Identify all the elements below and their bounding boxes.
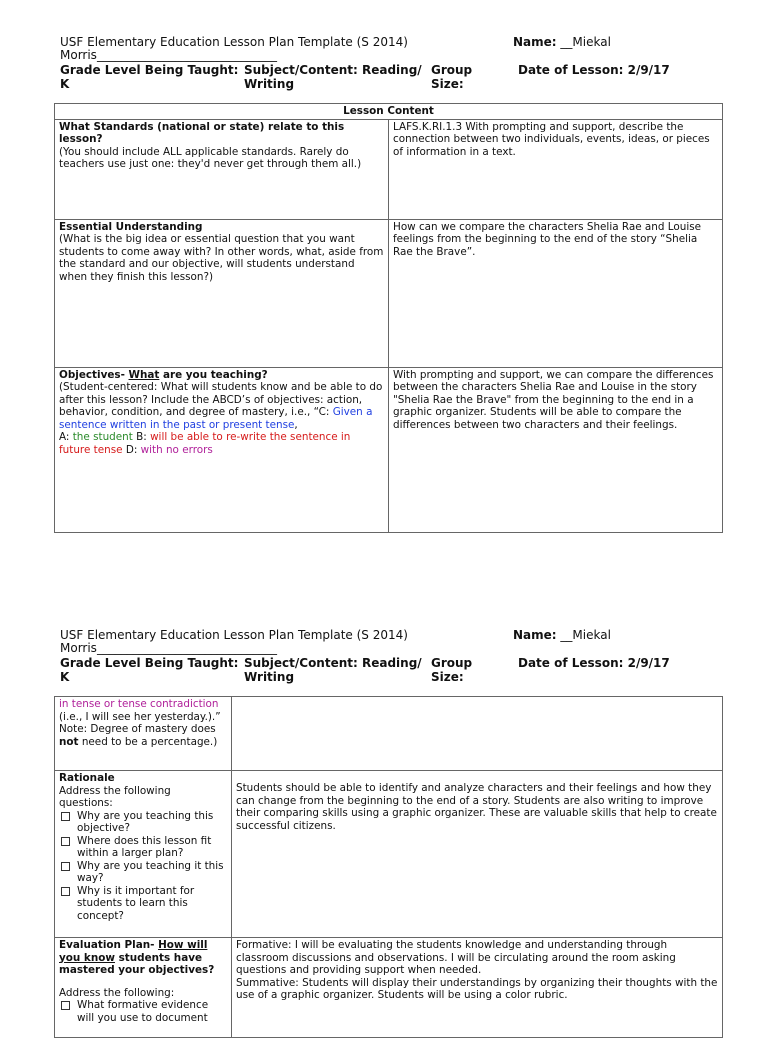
subject-label: Subject/Content: Reading/ — [244, 63, 422, 77]
mastery-note-a: Note: Degree of mastery does — [59, 723, 216, 735]
checklist-item-label: What formative evidence will you use to document — [77, 999, 209, 1024]
subject-value: Writing — [244, 669, 295, 684]
mastery-note-not: not — [59, 735, 79, 748]
rationale-content — [232, 771, 723, 938]
group-label: Group — [431, 656, 473, 670]
group-label: Group — [431, 63, 473, 77]
group-label-2: Size: — [431, 76, 464, 91]
group-label-2: Size: — [431, 669, 464, 684]
standards-note: (You should include ALL applicable standards. Rarely do teachers use just one: they'd never get through them all.) — [59, 145, 362, 170]
objective-condition: Given a sentence written in the past or present tense — [59, 406, 373, 431]
objectives-content: With prompting and support, we can compare the differences between the characters Shelia Rae and Louise in the story "Shelia Rae the Brave" from the beginning to the end in a graphic organizer. Students will be able to compare the differences between two characters and their feelings. — [389, 367, 723, 532]
name-value: __Miekal — [556, 628, 611, 642]
formative-text: Formative: I will be evaluating the students knowledge and understanding through classroom discussions and observations. I will be circulating around the room asking questions and providing support when needed. — [236, 939, 676, 976]
rationale-intro: Address the following questions: — [59, 784, 171, 809]
objective-example: (i.e., I will see her yesterday.).” — [59, 710, 221, 723]
evaluation-checklist — [59, 999, 227, 1024]
lesson-content-heading: Lesson Content — [55, 104, 723, 120]
grade-label: Grade Level Being Taught: — [60, 63, 239, 77]
grade-level — [60, 64, 238, 91]
evaluation-heading-a: Evaluation Plan- — [59, 939, 159, 951]
checklist-item — [59, 835, 227, 860]
objectives-heading — [59, 369, 268, 381]
objectives-heading-a: Objectives- — [59, 368, 129, 381]
checkbox-icon — [61, 837, 70, 846]
objective-d-label: D: — [122, 443, 141, 456]
standards-label-cell — [55, 119, 389, 219]
mastery-note-b: need to be a percentage.) — [78, 735, 218, 748]
objectives-continued-row — [55, 697, 723, 771]
checklist-item — [59, 810, 227, 835]
checkbox-icon — [61, 862, 70, 871]
checkbox-icon — [61, 887, 70, 896]
name-label: Name: — [513, 628, 557, 642]
rationale-heading: Rationale — [59, 772, 115, 784]
objective-degree: with no errors — [140, 443, 213, 456]
essential-heading: Essential Understanding — [59, 220, 203, 233]
standards-heading: What Standards (national or state) relate to this lesson? — [59, 120, 345, 145]
rationale-row — [55, 771, 723, 938]
objectives-heading-b: are you teaching? — [159, 368, 268, 381]
checklist-item — [59, 860, 227, 885]
rationale-checklist — [59, 810, 227, 923]
objective-a-label: A: — [59, 431, 73, 443]
essential-note: (What is the big idea or essential question that you want students to come away with? In other words, what, aside from the standard and our objective, will students understand when they finish this lesson?) — [59, 233, 384, 283]
group-size — [431, 64, 472, 91]
essential-content: How can we compare the characters Shelia Rae and Louise feelings from the beginning to the end of the story “Shelia Rae the Brave”. — [389, 219, 723, 367]
objectives-label-cell — [55, 367, 389, 532]
grade-level — [60, 657, 238, 684]
essential-label-cell — [55, 219, 389, 367]
checklist-item — [59, 999, 227, 1024]
objectives-continued-content — [232, 697, 723, 771]
checklist-item-label: Why are you teaching this objective? — [77, 809, 214, 834]
standards-content: LAFS.K.RI.1.3 With prompting and support, describe the connection between two individuals, events, ideas, or pieces of information in a text. — [389, 119, 723, 219]
grade-label: Grade Level Being Taught: — [60, 656, 239, 670]
objective-comma: , — [294, 418, 298, 431]
checklist-item-label: Why is it important for students to learn this concept? — [77, 884, 195, 922]
lesson-date: Date of Lesson: 2/9/17 — [518, 656, 670, 670]
name-field — [513, 629, 611, 643]
summative-text: Summative: Students will display their understandings by organizing their thoughts with the use of a graphic organizer. Students will be using a color rubric. — [236, 976, 718, 1001]
name-continued: Morris______________________________ — [60, 48, 277, 62]
evaluation-row — [55, 938, 723, 1038]
objectives-continued-cell — [55, 697, 232, 771]
template-title: USF Elementary Education Lesson Plan Template (S 2014) — [60, 628, 408, 642]
name-value: __Miekal — [556, 35, 611, 49]
checklist-item-label: Where does this lesson fit within a larger plan? — [77, 834, 212, 859]
objectives-heading-what: What — [128, 368, 160, 381]
subject — [244, 64, 422, 91]
grade-value: K — [60, 669, 70, 684]
name-label: Name: — [513, 35, 557, 49]
group-size — [431, 657, 472, 684]
objective-degree-continued: in tense or tense contradiction — [59, 698, 219, 710]
objective-behavior: will be able to re-write the sentence in future tense — [59, 431, 351, 456]
rationale-label-cell — [55, 771, 232, 938]
evaluation-heading — [59, 939, 214, 976]
checkbox-icon — [61, 812, 70, 821]
subject-value: Writing — [244, 76, 295, 91]
evaluation-intro: Address the following: — [59, 986, 175, 999]
subject-label: Subject/Content: Reading/ — [244, 656, 422, 670]
essential-row — [55, 219, 723, 367]
name-continued: Morris______________________________ — [60, 641, 277, 655]
evaluation-heading-b: students have mastered your objectives? — [59, 951, 215, 976]
objective-b-label: B: — [132, 431, 151, 443]
evaluation-content — [232, 938, 723, 1038]
objectives-note: (Student-centered: What will students know and be able to do after this lesson? Include the ABCD’s of objectives: action, behavior, condition, and degree of mastery, i.e., “C: — [59, 381, 383, 418]
evaluation-label-cell — [55, 938, 232, 1038]
rationale-text: Students should be able to identify and analyze characters and their feelings and how they can change from the beginning to the end of a story. Students are also writing to improve their comparing skills using a graphic organizer. These are valuable skills that help to create successful citizens. — [236, 782, 717, 832]
lesson-content-table — [54, 103, 723, 533]
checklist-item — [59, 885, 227, 923]
subject — [244, 657, 422, 684]
objective-audience: the student — [72, 431, 133, 443]
objectives-row — [55, 367, 723, 532]
lesson-content-table-continued — [54, 696, 723, 1038]
grade-value: K — [60, 76, 70, 91]
template-title: USF Elementary Education Lesson Plan Template (S 2014) — [60, 35, 408, 49]
standards-row — [55, 119, 723, 219]
checkbox-icon — [61, 1001, 70, 1010]
evaluation-heading-u: How will you know — [59, 939, 208, 964]
lesson-date: Date of Lesson: 2/9/17 — [518, 63, 670, 77]
checklist-item-label: Why are you teaching it this way? — [77, 859, 224, 884]
name-field — [513, 36, 611, 50]
